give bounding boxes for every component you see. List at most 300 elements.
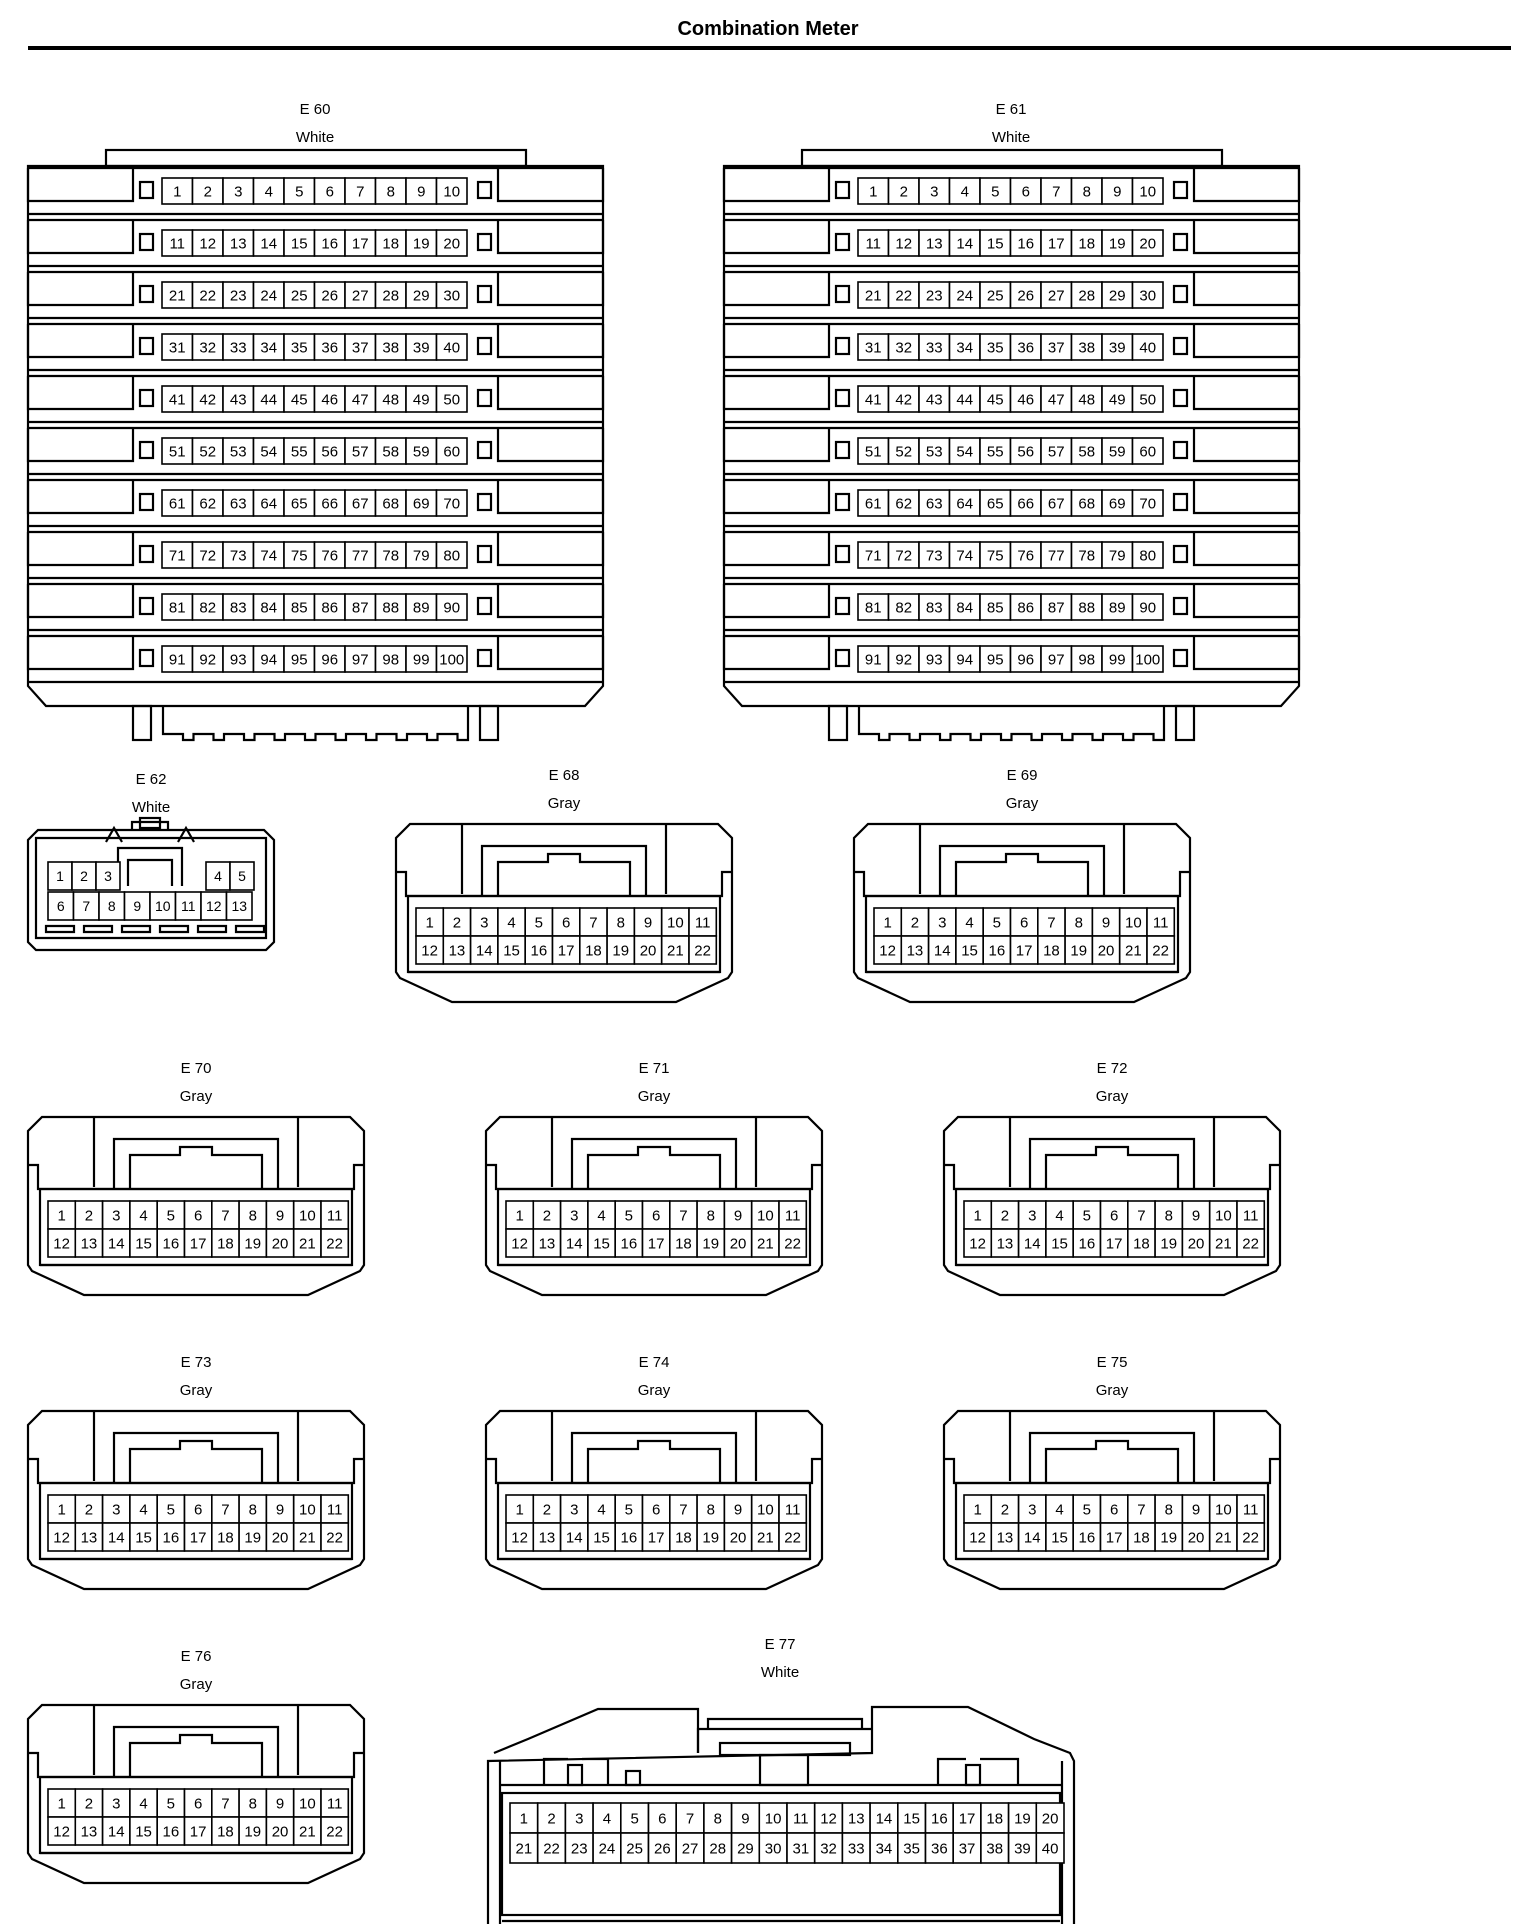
pin-number: 59 — [412, 443, 430, 461]
pin-number: 31 — [864, 339, 882, 357]
pin-number: 8 — [1074, 914, 1083, 932]
pin-number: 90 — [1139, 599, 1157, 617]
connector-id-label: E 60 — [299, 101, 331, 118]
pin-number: 17 — [557, 942, 575, 960]
pin-number: 16 — [530, 942, 548, 960]
pin-number: 37 — [351, 339, 369, 357]
pin-number: 6 — [193, 1501, 203, 1519]
pin-number: 7 — [685, 1810, 695, 1828]
pin-number: 23 — [229, 287, 247, 305]
latch-square — [478, 286, 491, 302]
connector-id-label: E 68 — [548, 767, 580, 784]
pin-number: 31 — [168, 339, 186, 357]
pin-number: 12 — [205, 898, 222, 915]
pin-number: 29 — [1108, 287, 1126, 305]
pin-number: 15 — [961, 942, 978, 960]
latch-square — [836, 650, 849, 666]
pin-number: 3 — [1028, 1207, 1037, 1225]
housing-outline — [28, 532, 133, 565]
connector-id-label: E 73 — [180, 1354, 212, 1371]
pin-number: 91 — [864, 651, 882, 669]
pin-number: 17 — [1105, 1235, 1123, 1253]
pin-number: 19 — [1070, 942, 1088, 960]
pin-number: 44 — [260, 391, 278, 409]
housing-outline — [94, 1705, 298, 1775]
housing-outline — [966, 1765, 980, 1785]
pin-number: 47 — [351, 391, 369, 409]
pin-number: 29 — [737, 1840, 754, 1858]
pin-number: 46 — [1017, 391, 1035, 409]
connector-e72 — [944, 1060, 1280, 1295]
pin-number: 16 — [162, 1823, 180, 1841]
pin-number: 6 — [193, 1795, 203, 1813]
connector-id-label: E 75 — [1096, 1354, 1128, 1371]
pin-number: 58 — [382, 443, 400, 461]
pin-number: 44 — [956, 391, 974, 409]
pin-number: 14 — [107, 1529, 125, 1547]
pin-number: 24 — [956, 287, 974, 305]
pin-number: 49 — [412, 391, 430, 409]
pin-number: 7 — [221, 1501, 230, 1519]
housing-outline — [498, 428, 603, 461]
pin-number: 20 — [1139, 235, 1157, 253]
pin-number: 83 — [229, 599, 247, 617]
pin-number: 22 — [1242, 1235, 1259, 1253]
pin-number: 17 — [647, 1235, 665, 1253]
pin-number: 14 — [107, 1235, 125, 1253]
pin-number: 98 — [382, 651, 400, 669]
pin-number: 41 — [168, 391, 186, 409]
pin-number: 6 — [325, 183, 334, 201]
pin-number: 6 — [1109, 1501, 1119, 1519]
housing-outline — [1194, 168, 1299, 201]
pin-number: 35 — [986, 339, 1004, 357]
latch-square — [140, 182, 153, 198]
pin-number: 3 — [938, 914, 947, 932]
connector-id-label: E 77 — [764, 1636, 796, 1653]
pin-number: 10 — [299, 1207, 316, 1225]
housing-outline — [498, 272, 603, 305]
pin-number: 13 — [538, 1529, 556, 1547]
pin-number: 17 — [1105, 1529, 1123, 1547]
pin-number: 84 — [956, 599, 974, 617]
pin-number: 1 — [519, 1810, 529, 1828]
latch-square — [836, 182, 849, 198]
pin-number: 13 — [847, 1810, 865, 1828]
pin-number: 40 — [1139, 339, 1157, 357]
pin-number: 52 — [199, 443, 217, 461]
pin-number: 73 — [229, 547, 247, 565]
housing-outline — [28, 1459, 364, 1483]
pin-number: 11 — [784, 1501, 801, 1519]
pin-number: 86 — [321, 599, 339, 617]
housing-outline — [498, 532, 603, 565]
housing-outline — [498, 854, 630, 896]
pin-number: 10 — [764, 1810, 782, 1828]
pin-number: 2 — [84, 1501, 94, 1519]
pin-number: 1 — [425, 914, 434, 932]
pin-number: 76 — [321, 547, 339, 565]
latch-square — [478, 494, 491, 510]
pin-number: 14 — [933, 942, 951, 960]
pin-number: 88 — [1078, 599, 1096, 617]
pin-number: 13 — [80, 1823, 98, 1841]
pin-number: 11 — [694, 914, 711, 932]
pin-number: 25 — [986, 287, 1004, 305]
housing-outline — [938, 1759, 1018, 1785]
connector-id-label: E 71 — [638, 1060, 670, 1077]
connector-id-label: E 62 — [135, 771, 167, 788]
pin-number: 12 — [969, 1529, 986, 1547]
connector-id-label: E 72 — [1096, 1060, 1128, 1077]
housing-outline — [396, 872, 732, 896]
pin-number: 57 — [1047, 443, 1065, 461]
pin-number: 16 — [620, 1235, 638, 1253]
pin-number: 37 — [1047, 339, 1065, 357]
pin-number: 3 — [112, 1207, 121, 1225]
pin-number: 12 — [969, 1235, 986, 1253]
pin-number: 83 — [925, 599, 943, 617]
pin-number: 21 — [515, 1840, 533, 1858]
latch-square — [836, 234, 849, 250]
pin-number: 21 — [864, 287, 882, 305]
housing-outline — [94, 1411, 298, 1481]
pin-number: 38 — [986, 1840, 1004, 1858]
housing-outline — [1176, 706, 1194, 740]
pin-number: 33 — [229, 339, 247, 357]
pin-number: 65 — [290, 495, 308, 513]
pin-number: 49 — [1108, 391, 1126, 409]
rib — [84, 926, 112, 932]
pin-number: 4 — [507, 914, 516, 932]
housing-outline — [724, 376, 829, 409]
pin-number: 11 — [1242, 1207, 1259, 1225]
housing-outline — [724, 480, 829, 513]
pin-number: 15 — [1051, 1529, 1068, 1547]
pin-number: 18 — [217, 1235, 234, 1253]
pin-number: 27 — [1047, 287, 1065, 305]
connector-e60 — [28, 101, 603, 740]
pin-number: 40 — [1041, 1840, 1059, 1858]
pin-number: 9 — [275, 1501, 285, 1519]
pin-number: 12 — [879, 942, 896, 960]
housing-outline — [498, 480, 603, 513]
pin-number: 7 — [679, 1207, 688, 1225]
housing-outline — [498, 636, 603, 669]
pin-number: 42 — [895, 391, 913, 409]
connector-color-label: Gray — [179, 1382, 213, 1399]
pin-number: 81 — [168, 599, 186, 617]
pin-number: 55 — [986, 443, 1004, 461]
pin-number: 14 — [565, 1529, 583, 1547]
housing-outline — [829, 706, 847, 740]
pin-number: 96 — [321, 651, 339, 669]
connector-e77 — [488, 1636, 1074, 1924]
pin-number: 18 — [1133, 1529, 1150, 1547]
pin-number: 9 — [643, 914, 653, 932]
housing-outline — [920, 824, 1124, 894]
pin-number: 11 — [784, 1207, 801, 1225]
pin-number: 15 — [290, 235, 308, 253]
pin-number: 3 — [570, 1501, 579, 1519]
pin-number: 97 — [1047, 651, 1065, 669]
pin-number: 13 — [906, 942, 924, 960]
pin-number: 32 — [199, 339, 217, 357]
pin-number: 18 — [217, 1529, 234, 1547]
pin-number: 3 — [112, 1501, 121, 1519]
pin-number: 10 — [154, 898, 171, 915]
pin-number: 59 — [1108, 443, 1126, 461]
pin-number: 95 — [290, 651, 308, 669]
latch-square — [140, 442, 153, 458]
pin-number: 100 — [1135, 651, 1161, 669]
connector-color-label: Gray — [179, 1676, 213, 1693]
pin-number: 99 — [412, 651, 430, 669]
pin-number: 33 — [925, 339, 943, 357]
pin-number: 18 — [1078, 235, 1096, 253]
pin-number: 21 — [757, 1529, 774, 1547]
pin-number: 93 — [229, 651, 247, 669]
pin-number: 21 — [1125, 942, 1142, 960]
pin-number: 13 — [229, 235, 247, 253]
pin-number: 36 — [931, 1840, 948, 1858]
housing-outline — [498, 376, 603, 409]
pin-number: 48 — [382, 391, 400, 409]
pin-number: 39 — [412, 339, 430, 357]
pin-number: 11 — [865, 235, 882, 253]
pin-number: 100 — [439, 651, 465, 669]
pin-number: 97 — [351, 651, 369, 669]
pin-number: 28 — [1078, 287, 1096, 305]
pin-number: 8 — [386, 183, 395, 201]
pin-number: 8 — [248, 1501, 257, 1519]
housing-outline — [724, 324, 829, 357]
connector-id-label: E 76 — [180, 1648, 212, 1665]
pin-number: 8 — [1164, 1207, 1173, 1225]
pin-number: 2 — [899, 183, 908, 201]
pin-number: 18 — [1043, 942, 1060, 960]
pin-number: 90 — [443, 599, 461, 617]
pin-number: 16 — [1078, 1529, 1096, 1547]
housing-outline — [1194, 324, 1299, 357]
pin-number: 7 — [221, 1795, 230, 1813]
pin-number: 11 — [326, 1207, 343, 1225]
latch-square — [478, 338, 491, 354]
housing-outline — [486, 1165, 822, 1189]
pin-number: 91 — [168, 651, 186, 669]
pin-number: 6 — [1021, 183, 1030, 201]
pin-number: 18 — [1133, 1235, 1150, 1253]
pin-number: 22 — [543, 1840, 560, 1858]
pin-number: 9 — [733, 1207, 743, 1225]
pin-number: 6 — [658, 1810, 667, 1828]
pin-number: 18 — [382, 235, 400, 253]
connector-e61 — [724, 101, 1299, 740]
pin-number: 88 — [382, 599, 400, 617]
pin-number: 6 — [651, 1501, 661, 1519]
connector-e68 — [396, 767, 732, 1002]
housing-outline — [698, 1729, 872, 1753]
pin-number: 19 — [244, 1235, 262, 1253]
pin-number: 19 — [1160, 1529, 1178, 1547]
housing-outline — [1010, 1411, 1214, 1481]
pin-number: 81 — [864, 599, 882, 617]
pin-number: 78 — [382, 547, 400, 565]
pin-number: 8 — [713, 1810, 722, 1828]
latch-square — [140, 546, 153, 562]
pin-number: 70 — [1139, 495, 1157, 513]
pin-number: 5 — [238, 868, 246, 884]
pin-number: 5 — [630, 1810, 639, 1828]
housing-outline — [28, 272, 133, 305]
pin-number: 20 — [443, 235, 461, 253]
pin-number: 60 — [1139, 443, 1157, 461]
pin-number: 9 — [733, 1501, 743, 1519]
pin-number: 80 — [443, 547, 461, 565]
pin-number: 50 — [1139, 391, 1157, 409]
pin-number: 56 — [321, 443, 339, 461]
connector-color-label: White — [131, 799, 171, 816]
pin-number: 5 — [166, 1795, 176, 1813]
pin-number: 4 — [1055, 1207, 1064, 1225]
pin-number: 11 — [1152, 914, 1169, 932]
housing-outline — [724, 636, 829, 669]
housing-outline — [588, 1441, 720, 1483]
pin-number: 26 — [654, 1840, 671, 1858]
pin-number: 99 — [1108, 651, 1126, 669]
pin-number: 1 — [173, 183, 182, 201]
housing-outline — [498, 324, 603, 357]
pin-number: 17 — [958, 1810, 976, 1828]
pin-number: 6 — [56, 898, 65, 915]
pin-number: 22 — [199, 287, 217, 305]
connector-e69 — [854, 767, 1190, 1002]
pin-number: 24 — [598, 1840, 616, 1858]
latch-square — [1174, 442, 1187, 458]
pin-number: 18 — [986, 1810, 1004, 1828]
pin-number: 64 — [956, 495, 974, 513]
pin-number: 75 — [290, 547, 308, 565]
pin-number: 8 — [107, 898, 116, 915]
pin-number: 3 — [234, 183, 243, 201]
pin-number: 32 — [820, 1840, 837, 1858]
pin-number: 66 — [321, 495, 339, 513]
housing-outline — [163, 706, 468, 740]
pin-number: 57 — [351, 443, 369, 461]
pin-number: 48 — [1078, 391, 1096, 409]
latch-square — [836, 338, 849, 354]
housing-outline — [724, 220, 829, 253]
housing-outline — [498, 220, 603, 253]
pin-number: 67 — [351, 495, 369, 513]
pin-number: 22 — [895, 287, 913, 305]
pin-number: 15 — [135, 1529, 152, 1547]
pin-number: 8 — [616, 914, 625, 932]
pin-number: 1 — [515, 1501, 524, 1519]
pin-number: 6 — [561, 914, 571, 932]
pin-number: 12 — [53, 1529, 70, 1547]
pin-number: 5 — [295, 183, 304, 201]
pin-number: 54 — [956, 443, 974, 461]
pin-number: 13 — [996, 1529, 1014, 1547]
pin-number: 20 — [1187, 1235, 1205, 1253]
pin-number: 14 — [956, 235, 974, 253]
pin-number: 30 — [764, 1840, 782, 1858]
pin-number: 7 — [356, 183, 365, 201]
connector-color-label: Gray — [1095, 1088, 1129, 1105]
pin-number: 73 — [925, 547, 943, 565]
pin-number: 42 — [199, 391, 217, 409]
pin-number: 86 — [1017, 599, 1035, 617]
pin-number: 15 — [503, 942, 520, 960]
latch-square — [478, 442, 491, 458]
pin-number: 3 — [480, 914, 489, 932]
pin-number: 5 — [992, 914, 1002, 932]
pin-number: 22 — [694, 942, 711, 960]
housing-outline — [28, 220, 133, 253]
pin-number: 14 — [475, 942, 493, 960]
pin-number: 15 — [986, 235, 1004, 253]
pin-number: 63 — [925, 495, 943, 513]
housing-outline — [462, 824, 666, 894]
housing-outline — [552, 1411, 756, 1481]
connector-e73 — [28, 1354, 364, 1589]
pin-number: 19 — [1160, 1235, 1178, 1253]
pin-number: 74 — [956, 547, 974, 565]
housing-outline — [724, 532, 829, 565]
pin-number: 7 — [82, 898, 91, 915]
pin-number: 25 — [626, 1840, 643, 1858]
pin-number: 20 — [1041, 1810, 1059, 1828]
pin-number: 78 — [1078, 547, 1096, 565]
connector-color-label: Gray — [637, 1088, 671, 1105]
pin-number: 5 — [166, 1207, 176, 1225]
housing-outline — [724, 428, 829, 461]
pin-number: 1 — [56, 868, 64, 884]
pin-number: 38 — [382, 339, 400, 357]
pin-number: 12 — [199, 235, 217, 253]
pin-number: 5 — [624, 1501, 634, 1519]
housing-outline — [626, 1771, 640, 1785]
latch-square — [1174, 286, 1187, 302]
connector-e76 — [28, 1648, 364, 1883]
pin-number: 12 — [421, 942, 438, 960]
pin-number: 85 — [290, 599, 308, 617]
pin-number: 79 — [412, 547, 430, 565]
pin-number: 54 — [260, 443, 278, 461]
pin-number: 8 — [248, 1795, 257, 1813]
pin-number: 72 — [199, 547, 217, 565]
pin-number: 8 — [706, 1501, 715, 1519]
connector-color-label: Gray — [547, 795, 581, 812]
pin-number: 21 — [299, 1823, 316, 1841]
latch-square — [1174, 182, 1187, 198]
pin-number: 1 — [869, 183, 878, 201]
pin-number: 89 — [412, 599, 430, 617]
pin-number: 4 — [214, 868, 222, 884]
latch-square — [836, 494, 849, 510]
pin-number: 69 — [1108, 495, 1126, 513]
pin-number: 4 — [597, 1207, 606, 1225]
pin-number: 16 — [1017, 235, 1035, 253]
pin-number: 31 — [792, 1840, 810, 1858]
rib — [160, 926, 188, 932]
pin-number: 35 — [290, 339, 308, 357]
pin-number: 15 — [903, 1810, 920, 1828]
pin-number: 45 — [986, 391, 1004, 409]
housing-outline — [28, 168, 133, 201]
pin-number: 16 — [162, 1235, 180, 1253]
